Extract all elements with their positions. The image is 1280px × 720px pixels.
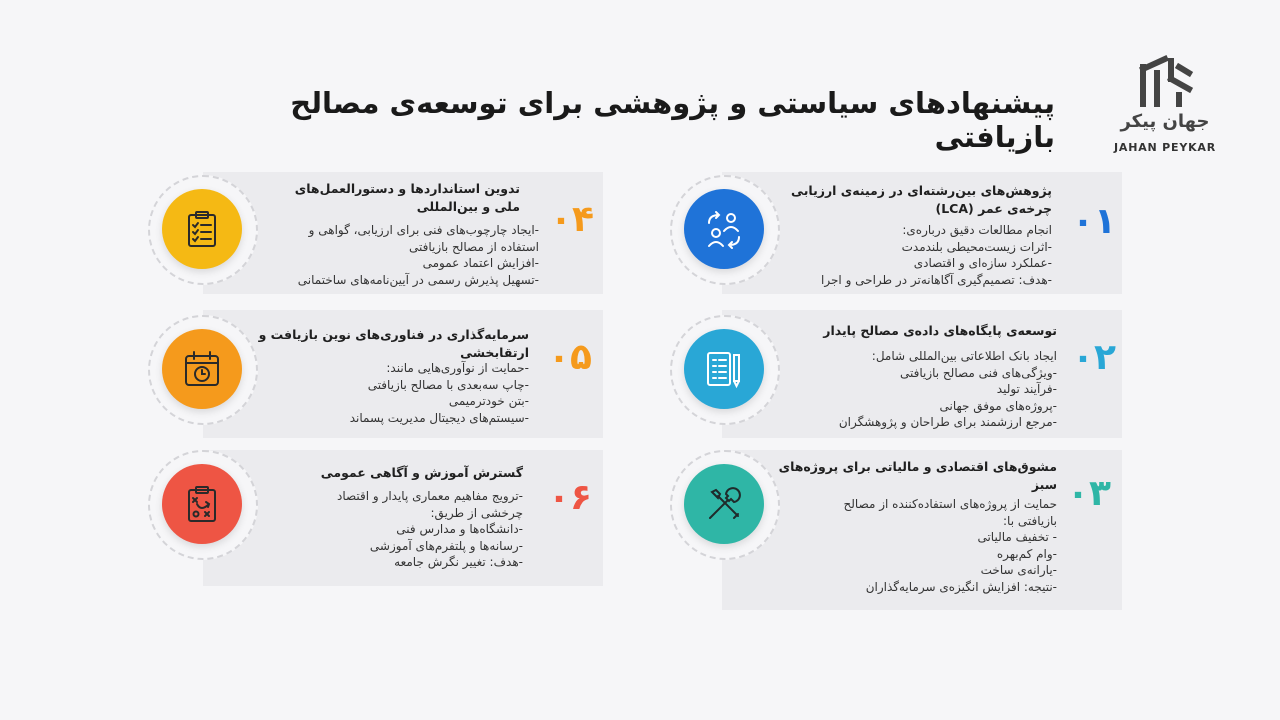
card-line: -وام کم‌بهره (996, 546, 1057, 561)
card-material-database (722, 310, 1122, 438)
card-line: -اثرات زیست‌محیطی بلندمدت (901, 239, 1052, 254)
card-title-line: ملی و بین‌المللی (416, 199, 520, 214)
card-title-line: گسترش آموزش و آگاهی عمومی (320, 465, 523, 480)
card-line: چرخشی از طریق: (430, 505, 523, 520)
card-title-line: توسعه‌ی پایگاه‌های داده‌ی مصالح پایدار (823, 323, 1057, 338)
card-line: -نتیجه: افزایش انگیزه‌ی سرمایه‌گذاران (865, 579, 1057, 594)
card-line: -حمایت از نوآوری‌هایی مانند: (386, 361, 529, 375)
brand-logo (1105, 55, 1225, 160)
card-title-line: پژوهش‌های بین‌رشته‌ای در زمینه‌ی ارزیابی (791, 183, 1052, 198)
strategy-board-icon (182, 484, 222, 524)
icon-badge (148, 175, 258, 285)
icon-badge (148, 450, 258, 560)
card-line: -ترویج مفاهیم معماری پایدار و اقتصاد (337, 489, 523, 503)
card-standards (203, 172, 603, 294)
jahan-peykar-logo-icon (1135, 55, 1195, 107)
icon-badge (670, 175, 780, 285)
card-line: -سیستم‌های دیجیتال مدیریت پسماند (349, 410, 529, 425)
card-title-line: تدوین استانداردها و دستورالعمل‌های (294, 181, 520, 196)
tools-icon (704, 484, 744, 524)
card-line: -هدف: تغییر نگرش جامعه (394, 555, 523, 569)
card-line: -هدف: تصمیم‌گیری آگاهانه‌تر در طراحی و اجرا (821, 272, 1052, 287)
logo-text-en: JAHAN PEYKAR (1113, 141, 1216, 154)
card-number: ۰۴ (550, 199, 594, 240)
card-line: -تسهیل پذیرش رسمی در آیین‌نامه‌های ساختمانی (297, 272, 539, 287)
icon-badge (670, 315, 780, 425)
card-title-line: ارتقابخشی (460, 345, 529, 360)
card-number: ۰۵ (548, 337, 592, 378)
card-line: -عملکرد سازه‌ای و اقتصادی (913, 256, 1052, 270)
card-line: ایجاد بانک اطلاعاتی بین‌المللی شامل: (871, 349, 1057, 363)
card-education (203, 450, 603, 586)
card-line: -رسانه‌ها و پلتفرم‌های آموزشی (369, 538, 523, 553)
card-line: -دانشگاه‌ها و مدارس فنی (396, 522, 523, 536)
document-pencil-icon (704, 349, 744, 389)
card-line: -افزایش اعتماد عمومی (422, 256, 539, 270)
card-line: بازیافتی با: (1003, 513, 1057, 528)
clipboard-checklist-icon (182, 209, 222, 249)
card-title-line: سبز (1031, 477, 1057, 492)
icon-badge (148, 315, 258, 425)
card-number: ۰۱ (1072, 201, 1116, 242)
card-line: - تخفیف مالیاتی (977, 530, 1057, 544)
card-line: -بتن خودترمیمی (448, 394, 529, 408)
card-title-line: چرخه‌ی عمر (LCA) (935, 201, 1052, 216)
logo-text-fa: جهان پیکر (1120, 111, 1210, 132)
page-title: پیشنهادهای سیاستی و پژوهشی برای توسعه‌ی مصالح بازیافتی (290, 86, 1055, 154)
card-number: ۰۳ (1067, 473, 1111, 514)
card-line: -مرجع ارزشمند برای طراحان و پژوهشگران (838, 415, 1057, 429)
card-line: -ویژگی‌های فنی مصالح بازیافتی (899, 365, 1057, 380)
card-economic-incentives (722, 450, 1122, 610)
card-line: -ایجاد چارچوب‌های فنی برای ارزیابی، گواهی و (308, 223, 539, 237)
calendar-clock-icon (182, 349, 222, 389)
card-line: -یارانه‌ی ساخت (980, 563, 1057, 577)
card-line: استفاده از مصالح بازیافتی (409, 239, 539, 254)
card-number: ۰۶ (548, 477, 592, 518)
card-line: -چاپ سه‌بعدی با مصالح بازیافتی (367, 377, 529, 392)
card-title-line: سرمایه‌گذاری در فناوری‌های نوین بازیافت و (258, 327, 529, 342)
card-line: حمایت از پروژه‌های استفاده‌کننده از مصالح (843, 497, 1057, 511)
card-lca-research (722, 172, 1122, 294)
card-line: -پروژه‌های موفق جهانی (939, 398, 1057, 413)
icon-badge (670, 450, 780, 560)
card-line: -فرآیند تولید (996, 382, 1057, 396)
people-exchange-icon (704, 209, 744, 249)
card-number: ۰۲ (1072, 337, 1116, 378)
card-technology-investment (203, 310, 603, 438)
card-title-line: مشوق‌های اقتصادی و مالیاتی برای پروژه‌های (778, 459, 1057, 474)
card-line: انجام مطالعات دقیق درباره‌ی: (902, 223, 1052, 237)
